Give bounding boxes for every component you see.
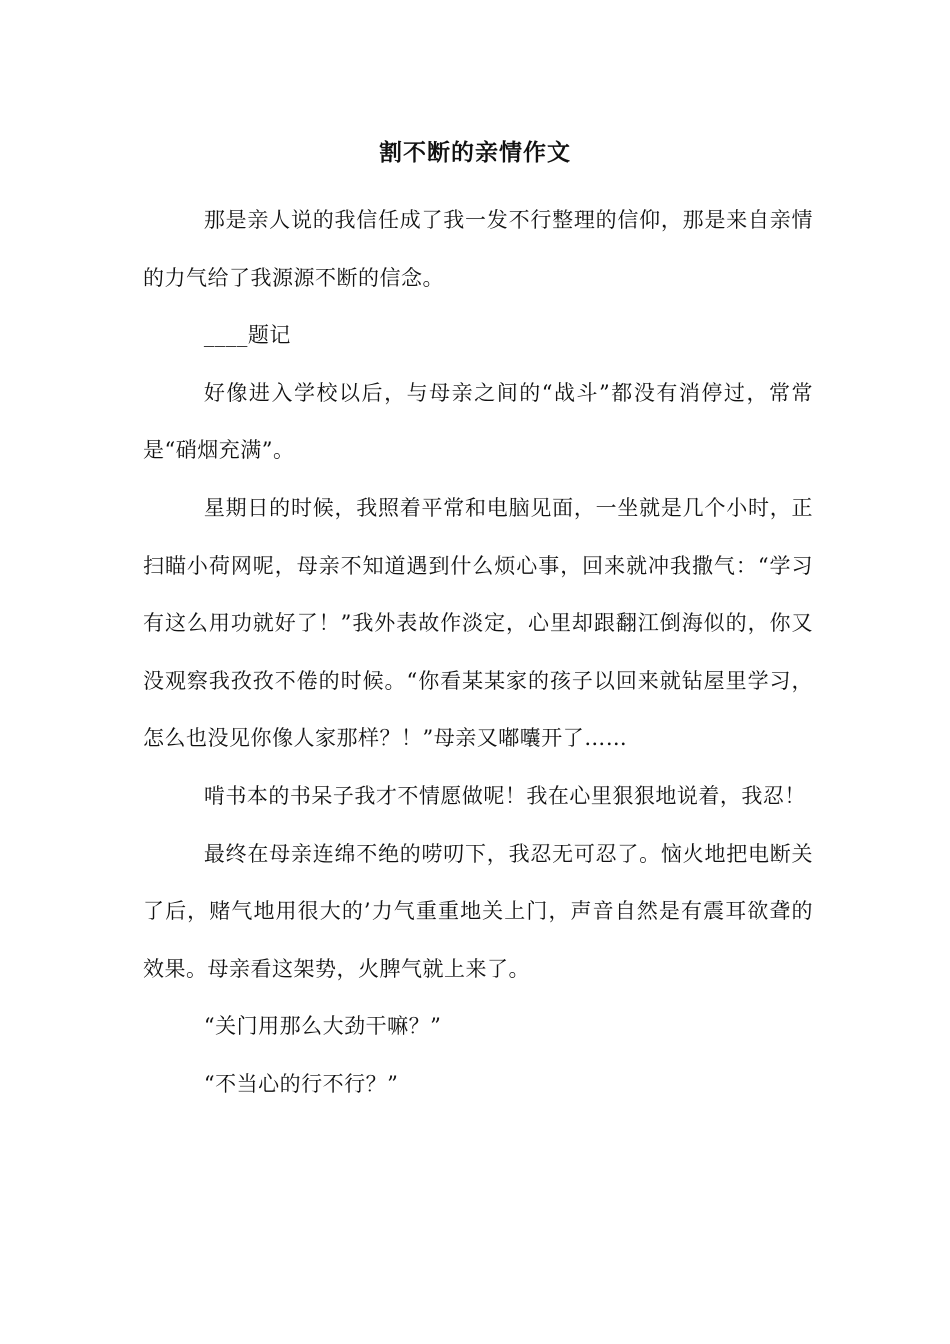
paragraph-4: 星期日的时候，我照着平常和电脑见面，一坐就是几个小时，正扫瞄小荷网呢，母亲不知道遇到什么烦心事，回来就冲我撒气：“学习有这么用功就好了！”我外表故作淡定，心里却跟翻江倒海似的，你又没观察我孜孜不倦的时候。“你看某某家的孩子以回来就钻屋里学习，怎么也没见你像人家那样？！”母亲又嘟囔开了…… xyxy=(143,495,813,751)
document-body xyxy=(143,192,813,1114)
document-title: 割不断的亲情作文 xyxy=(379,139,571,166)
paragraph-7: “关门用那么大劲干嘛？” xyxy=(203,1014,442,1039)
paragraph-epigraph-note: ____题记 xyxy=(203,323,291,348)
paragraph-3: 好像进入学校以后，与母亲之间的“战斗”都没有消停过，常常是“硝烟充满”。 xyxy=(143,380,813,463)
paragraph-1: 那是亲人说的我信任成了我一发不行整理的信仰，那是来自亲情的力气给了我源源不断的信念。 xyxy=(143,208,813,290)
paragraph-6: 最终在母亲连绵不绝的唠叨下，我忍无可忍了。恼火地把电断关了后，赌气地用很大的’力气重重地关上门，声音自然是有震耳欲聋的效果。母亲看这架势，火脾气就上来了。 xyxy=(143,841,813,981)
paragraph-5: 啃书本的书呆子我才不情愿做呢！我在心里狠狠地说着，我忍！ xyxy=(203,783,806,808)
paragraph-8: “不当心的行不行？” xyxy=(203,1071,399,1096)
